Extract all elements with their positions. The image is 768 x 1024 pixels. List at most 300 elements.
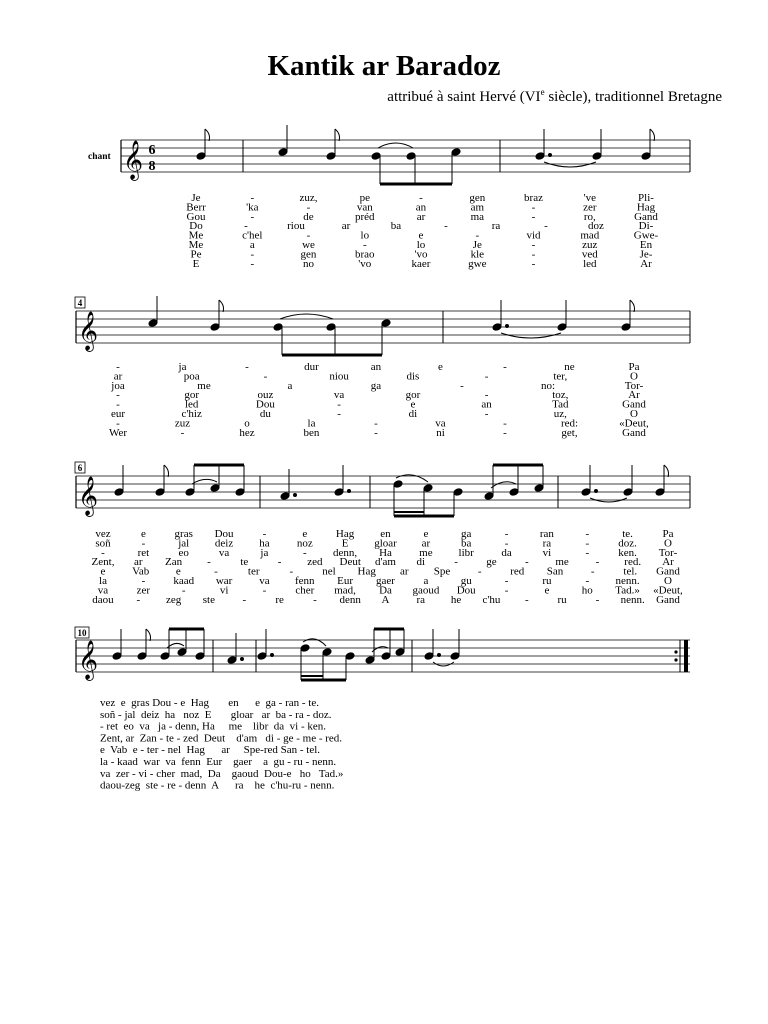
lyric-syllable: no: bbox=[540, 379, 556, 392]
lyric-syllable: vez bbox=[95, 528, 111, 540]
lyric-syllable: - bbox=[531, 201, 536, 214]
lyric-syllable: - bbox=[262, 528, 267, 540]
lyric-syllable: denn bbox=[339, 593, 361, 606]
system-3 bbox=[75, 462, 690, 606]
system-2 bbox=[75, 296, 690, 439]
time-sig-denominator: 8 bbox=[148, 159, 156, 174]
lyric-syllable: ge bbox=[486, 556, 497, 569]
lyric-syllable: Dou bbox=[255, 398, 275, 411]
lyric-syllable: zer bbox=[583, 201, 597, 214]
lyric-syllable: A bbox=[381, 593, 390, 606]
lyric-syllable: led bbox=[184, 398, 199, 411]
lyric-line: la - kaad war va fenn Eur gaer a gu - ru - nenn. bbox=[100, 756, 337, 768]
lyric-syllable: mad, bbox=[334, 584, 356, 597]
lyric-syllable: ho bbox=[581, 584, 593, 597]
lyric-syllable: Zan bbox=[165, 556, 183, 569]
lyric-syllable: gwe bbox=[468, 257, 487, 270]
lyric-syllable: c'hiz bbox=[181, 408, 202, 420]
final-barline bbox=[684, 640, 688, 672]
lyric-syllable: a bbox=[423, 575, 429, 587]
lyric-syllable: - bbox=[531, 248, 536, 261]
lyric-syllable: ma bbox=[470, 210, 485, 223]
lyric-syllable: Gwe- bbox=[633, 229, 659, 242]
lyric-syllable: ar bbox=[134, 556, 143, 569]
lyric-syllable: war bbox=[215, 575, 233, 587]
lyric-line: vez e gras Dou - e Hag en e ga - ran - te. bbox=[100, 697, 319, 709]
lyric-syllable: Me bbox=[188, 229, 204, 242]
lyric-syllable: Pli- bbox=[638, 192, 654, 204]
lyric-syllable: ret bbox=[137, 546, 150, 559]
lyric-syllable: - bbox=[444, 220, 448, 233]
lyric-syllable: ste bbox=[202, 593, 216, 606]
lyric-syllable: Gand bbox=[622, 426, 646, 439]
lyric-syllable: «Deut, bbox=[653, 584, 683, 597]
lyric-syllable: ar bbox=[113, 370, 123, 383]
lyric-syllable: Je bbox=[191, 192, 201, 204]
lyric-syllable: ter, bbox=[553, 370, 568, 383]
lyric-syllable: brao bbox=[355, 248, 375, 261]
lyric-syllable: - bbox=[337, 408, 341, 420]
lyric-syllable: gor bbox=[184, 389, 200, 402]
lyric-syllable: ni bbox=[436, 426, 445, 439]
lyric-syllable: jal bbox=[178, 537, 190, 550]
lyric-syllable: riou bbox=[287, 220, 305, 233]
lyric-syllable: ha bbox=[259, 537, 270, 550]
treble-clef-icon: 𝄞 bbox=[78, 640, 99, 680]
lyric-syllable: e bbox=[544, 584, 550, 597]
lyric-line: va zer - vi - cher mad, Da gaoud Dou-e ho Tad.» bbox=[100, 767, 344, 780]
lyric-syllable: Berr bbox=[186, 201, 206, 214]
lyric-syllable: - bbox=[585, 537, 590, 550]
lyric-syllable: - bbox=[263, 370, 268, 383]
lyric-syllable: - bbox=[475, 229, 480, 242]
lyric-syllable: - bbox=[531, 210, 536, 223]
lyric-syllable: - bbox=[504, 575, 509, 587]
lyric-syllable: - bbox=[180, 426, 185, 439]
repeat-dot bbox=[674, 658, 677, 661]
lyric-syllable: led bbox=[583, 257, 597, 270]
lyric-syllable: me bbox=[555, 556, 569, 569]
lyric-syllable: zed bbox=[307, 556, 323, 569]
lyric-syllable: e bbox=[438, 361, 443, 373]
lyric-syllable: Gand bbox=[656, 565, 680, 578]
lyric-syllable: d'am bbox=[375, 556, 396, 569]
lyric-syllable: lo bbox=[360, 229, 370, 242]
lyric-syllable: ja bbox=[260, 546, 269, 559]
lyric-syllable: - bbox=[277, 556, 282, 569]
lyric-syllable: ne bbox=[564, 361, 575, 373]
lyric-syllable: fenn bbox=[295, 575, 315, 587]
piece-title: Kantik ar Baradoz bbox=[267, 50, 501, 82]
lyric-syllable: dur bbox=[304, 361, 319, 373]
lyrics-block bbox=[109, 361, 649, 439]
lyric-syllable: ga bbox=[370, 379, 382, 392]
lyric-syllable: - bbox=[250, 210, 255, 223]
lyric-syllable: red bbox=[510, 565, 525, 578]
lyrics-block bbox=[186, 192, 658, 270]
lyric-syllable: - bbox=[141, 537, 146, 550]
lyric-syllable: pe bbox=[359, 192, 370, 204]
lyric-syllable: E bbox=[341, 537, 349, 550]
lyric-syllable: toz, bbox=[552, 389, 569, 402]
lyric-syllable: me bbox=[197, 379, 211, 392]
subtitle-main: attribué à saint Hervé (VI bbox=[387, 89, 541, 105]
lyric-syllable: - bbox=[531, 239, 536, 251]
lyric-syllable: Pe bbox=[190, 248, 202, 261]
lyric-syllable: Do bbox=[189, 220, 203, 233]
lyric-syllable: Dou bbox=[456, 584, 476, 597]
lyric-syllable: niou bbox=[329, 370, 349, 383]
lyric-syllable: ja bbox=[178, 361, 187, 373]
lyric-syllable: ru bbox=[542, 575, 552, 587]
lyric-syllable: e bbox=[302, 528, 308, 540]
lyric-syllable: 've bbox=[583, 192, 596, 204]
lyric-syllable: Tor- bbox=[658, 546, 678, 559]
lyric-syllable: - bbox=[250, 248, 255, 261]
lyric-syllable: - bbox=[503, 426, 507, 439]
measure-number: 4 bbox=[77, 298, 83, 308]
lyric-syllable: Zent, bbox=[91, 556, 115, 569]
lyric-syllable: Gand bbox=[634, 210, 658, 223]
lyric-syllable: noz bbox=[296, 537, 313, 550]
lyric-syllable: cher bbox=[295, 584, 315, 597]
lyric-syllable: dis bbox=[406, 370, 420, 383]
lyric-syllable: va bbox=[97, 584, 109, 597]
lyric-syllable: eo bbox=[178, 546, 189, 559]
lyric-syllable: get, bbox=[561, 426, 578, 439]
lyric-syllable: ra bbox=[491, 220, 501, 233]
lyric-syllable: Je- bbox=[639, 248, 653, 261]
lyric-syllable: ru bbox=[557, 593, 567, 606]
lyric-syllable: - bbox=[504, 528, 509, 540]
lyric-syllable: an bbox=[415, 201, 427, 214]
staff-lines bbox=[76, 476, 690, 508]
lyric-syllable: e bbox=[410, 398, 416, 411]
lyric-syllable: red. bbox=[624, 556, 642, 569]
lyric-syllable: - bbox=[302, 546, 307, 559]
lyric-syllable: - bbox=[454, 556, 458, 569]
lyric-syllable: gen bbox=[300, 248, 317, 261]
lyric-syllable: zuz bbox=[174, 417, 191, 430]
lyric-syllable: ar bbox=[421, 537, 431, 550]
lyric-syllable: - bbox=[337, 398, 341, 411]
lyric-syllable: nenn. bbox=[615, 575, 640, 587]
lyric-syllable: O bbox=[664, 537, 672, 550]
lyrics-block bbox=[92, 528, 684, 606]
lyric-syllable: - bbox=[250, 257, 255, 270]
lyric-syllable: ar bbox=[416, 210, 426, 223]
lyric-syllable: San bbox=[546, 565, 564, 578]
lyric-syllable: a bbox=[287, 379, 293, 392]
lyrics-block bbox=[100, 697, 343, 792]
lyric-syllable: Deut bbox=[339, 556, 361, 569]
lyric-syllable: - bbox=[207, 556, 211, 569]
treble-clef-icon: 𝄞 bbox=[123, 140, 144, 180]
lyric-syllable: Gou bbox=[186, 210, 206, 223]
lyric-syllable: an bbox=[481, 398, 492, 411]
lyric-syllable: am bbox=[470, 201, 485, 214]
lyric-syllable: - bbox=[524, 593, 529, 606]
lyric-syllable: re bbox=[275, 593, 284, 606]
subtitle-superscript: e bbox=[540, 87, 545, 97]
lyric-syllable: te bbox=[240, 556, 249, 569]
lyric-syllable: - bbox=[595, 593, 600, 606]
lyric-syllable: da bbox=[501, 546, 512, 559]
lyric-syllable: lo bbox=[416, 239, 426, 251]
subtitle-tail: siècle), traditionnel Bretagne bbox=[544, 89, 722, 105]
lyric-syllable: zuz, bbox=[299, 192, 318, 204]
lyric-syllable: - bbox=[460, 379, 464, 392]
lyric-syllable: zer bbox=[136, 584, 151, 597]
lyric-syllable: préd bbox=[355, 210, 375, 223]
lyric-syllable: me bbox=[419, 546, 433, 559]
lyric-syllable: soñ bbox=[95, 537, 111, 550]
lyric-syllable: En bbox=[639, 239, 653, 251]
lyric-syllable: denn, bbox=[333, 546, 358, 559]
lyric-syllable: - bbox=[503, 417, 507, 430]
lyric-syllable: te. bbox=[622, 528, 633, 540]
lyric-line: daou-zeg ste - re - denn A ra he c'hu-ru - nenn. bbox=[100, 779, 335, 792]
lyric-syllable: Tad.» bbox=[615, 584, 640, 597]
lyric-syllable: uz, bbox=[553, 408, 567, 420]
lyric-syllable: ouz bbox=[257, 389, 274, 402]
lyric-syllable: gen bbox=[469, 192, 486, 204]
lyric-syllable: - bbox=[504, 537, 509, 550]
lyric-syllable: braz bbox=[524, 192, 543, 204]
lyric-syllable: O bbox=[664, 575, 672, 587]
lyric-syllable: ba bbox=[390, 220, 402, 233]
lyric-syllable: 'ka bbox=[246, 201, 259, 214]
lyric-syllable: Gand bbox=[622, 398, 646, 411]
lyric-syllable: Hag bbox=[636, 201, 656, 214]
lyric-syllable: - bbox=[262, 584, 267, 597]
lyric-syllable: Ha bbox=[379, 546, 392, 559]
lyric-syllable: di bbox=[408, 408, 418, 420]
lyric-syllable: nel bbox=[322, 565, 336, 578]
lyric-syllable: ved bbox=[581, 248, 598, 261]
lyric-syllable: ga bbox=[461, 528, 472, 540]
lyric-syllable: Eur bbox=[337, 575, 354, 587]
lyric-syllable: ba bbox=[461, 537, 472, 550]
lyric-syllable: - bbox=[101, 546, 105, 559]
lyric-syllable: - bbox=[250, 192, 255, 204]
lyric-syllable: - bbox=[116, 389, 120, 402]
lyric-syllable: la bbox=[307, 417, 316, 430]
lyric-syllable: - bbox=[214, 565, 218, 578]
lyric-syllable: - bbox=[590, 565, 595, 578]
lyric-syllable: va bbox=[218, 546, 230, 559]
lyric-syllable: c'hu bbox=[482, 593, 501, 606]
lyric-syllable: Je bbox=[472, 239, 482, 251]
lyric-syllable: - bbox=[313, 593, 317, 606]
lyric-syllable: - bbox=[477, 565, 482, 578]
lyric-syllable: gu bbox=[460, 575, 472, 587]
lyric-syllable: Ar bbox=[640, 257, 652, 270]
lyric-syllable: mad bbox=[580, 229, 600, 242]
lyric-syllable: vi bbox=[219, 584, 229, 597]
lyric-line: Zent, ar Zan - te - zed Deut d'am di - ge - me - red. bbox=[100, 732, 343, 745]
lyric-syllable: Hag bbox=[335, 528, 355, 540]
lyric-syllable: kaer bbox=[411, 257, 431, 270]
lyric-syllable: ro, bbox=[583, 210, 596, 223]
lyric-syllable: gor bbox=[405, 389, 421, 402]
lyric-syllable: - bbox=[136, 593, 141, 606]
lyric-syllable: - bbox=[306, 229, 311, 242]
lyric-syllable: Me bbox=[188, 239, 204, 251]
lyric-syllable: eur bbox=[110, 408, 126, 420]
lyric-syllable: e bbox=[418, 229, 424, 242]
lyric-syllable: di bbox=[416, 556, 426, 569]
lyric-syllable: gras bbox=[174, 528, 193, 540]
lyric-syllable: 'vo bbox=[358, 257, 372, 270]
lyric-syllable: - bbox=[419, 192, 423, 204]
lyric-syllable: - bbox=[141, 575, 146, 587]
lyric-syllable: c'hel bbox=[242, 229, 263, 242]
lyric-syllable: libr bbox=[458, 546, 474, 559]
lyric-syllable: doz. bbox=[618, 537, 637, 550]
lyric-syllable: kaad bbox=[173, 575, 195, 587]
lyric-syllable: ra bbox=[542, 537, 552, 550]
lyric-syllable: o bbox=[244, 417, 250, 430]
lyric-syllable: daou bbox=[92, 593, 114, 606]
system-4 bbox=[75, 627, 690, 792]
measure-number: 10 bbox=[77, 628, 87, 638]
lyric-syllable: Wer bbox=[108, 426, 128, 439]
lyric-syllable: - bbox=[244, 220, 248, 233]
lyric-syllable: va bbox=[333, 389, 345, 402]
lyric-syllable: ar bbox=[341, 220, 351, 233]
system-1 bbox=[88, 125, 690, 270]
lyric-syllable: - bbox=[544, 220, 548, 233]
time-signature bbox=[149, 143, 156, 174]
lyric-syllable: - bbox=[531, 257, 536, 270]
lyric-syllable: - bbox=[289, 565, 294, 578]
lyric-syllable: a bbox=[249, 239, 255, 251]
lyric-syllable: doz bbox=[588, 220, 604, 233]
lyric-syllable: gloar bbox=[374, 537, 397, 550]
lyric-syllable: hez bbox=[239, 426, 255, 439]
lyric-syllable: ar bbox=[400, 565, 409, 578]
lyric-syllable: O bbox=[630, 370, 638, 383]
lyric-syllable: va bbox=[435, 417, 446, 430]
lyric-syllable: en bbox=[380, 528, 391, 540]
lyric-syllable: - bbox=[484, 370, 489, 383]
lyric-syllable: gaer bbox=[376, 575, 395, 587]
lyric-syllable: - bbox=[116, 417, 120, 430]
measure-number: 6 bbox=[77, 463, 83, 473]
lyric-syllable: ben bbox=[303, 426, 320, 439]
lyric-syllable: Pa bbox=[662, 528, 674, 540]
lyric-syllable: - bbox=[504, 584, 509, 597]
lyric-syllable: e bbox=[100, 565, 106, 578]
lyric-syllable: - bbox=[374, 417, 378, 430]
lyric-syllable: he bbox=[450, 593, 462, 606]
lyric-syllable: va bbox=[259, 575, 270, 587]
lyric-syllable: - bbox=[362, 239, 367, 251]
lyric-line: e Vab e - ter - nel Hag ar Spe-red San - tel. bbox=[100, 744, 321, 757]
lyric-syllable: - bbox=[503, 361, 507, 373]
lyric-syllable: Pa bbox=[628, 361, 640, 373]
lyric-line: - ret eo va ja - denn, Ha me libr da vi - ken. bbox=[100, 720, 327, 733]
lyric-syllable: de bbox=[303, 210, 314, 223]
lyric-syllable: - bbox=[484, 389, 489, 402]
lyric-syllable: Ar bbox=[628, 389, 640, 402]
lyric-syllable: Dou bbox=[214, 528, 234, 540]
treble-clef-icon: 𝄞 bbox=[78, 476, 99, 516]
lyric-syllable: - bbox=[524, 556, 529, 569]
notes bbox=[148, 296, 634, 355]
lyric-syllable: - bbox=[306, 201, 311, 214]
lyric-syllable: E bbox=[192, 257, 200, 270]
lyric-syllable: red: bbox=[560, 417, 579, 430]
lyric-syllable: - bbox=[585, 546, 590, 559]
lyric-syllable: Gand bbox=[656, 593, 680, 606]
lyric-syllable: e bbox=[423, 528, 429, 540]
lyric-syllable: «Deut, bbox=[619, 417, 649, 430]
lyric-line: soñ - jal deiz ha noz E gloar ar ba - ra - doz. bbox=[100, 708, 332, 721]
lyric-syllable: la bbox=[99, 575, 107, 587]
lyric-syllable: zuz bbox=[582, 239, 598, 251]
lyric-syllable: kle bbox=[470, 248, 485, 261]
lyric-syllable: we bbox=[302, 239, 315, 251]
lyric-syllable: Da bbox=[379, 584, 392, 597]
lyric-syllable: 'vo bbox=[414, 248, 428, 261]
treble-clef-icon: 𝄞 bbox=[78, 311, 99, 351]
lyric-syllable: joa bbox=[111, 379, 125, 392]
lyric-syllable: - bbox=[116, 361, 120, 373]
lyric-syllable: e bbox=[175, 565, 181, 578]
lyric-syllable: - bbox=[585, 575, 590, 587]
lyric-syllable: vi bbox=[542, 546, 552, 559]
staff-lines bbox=[76, 311, 690, 343]
lyric-syllable: - bbox=[242, 593, 247, 606]
lyric-syllable: tel. bbox=[623, 565, 638, 578]
lyric-syllable: vid bbox=[526, 229, 541, 242]
lyric-syllable: Tor- bbox=[624, 379, 644, 392]
lyric-syllable: Spe bbox=[433, 565, 451, 578]
lyric-syllable: Vab bbox=[132, 565, 150, 578]
lyric-syllable: zeg bbox=[165, 593, 182, 606]
lyric-syllable: du bbox=[259, 408, 271, 420]
lyric-syllable: nenn. bbox=[620, 593, 645, 606]
lyric-syllable: Ar bbox=[662, 556, 674, 569]
lyric-syllable: an bbox=[370, 361, 382, 373]
lyric-syllable: - bbox=[484, 408, 489, 420]
lyric-syllable: Hag bbox=[357, 565, 376, 578]
time-sig-numerator: 6 bbox=[148, 143, 156, 158]
lyric-syllable: Tad bbox=[552, 398, 569, 411]
lyric-syllable: - bbox=[595, 556, 600, 569]
notes bbox=[196, 125, 654, 184]
lyric-syllable: - bbox=[181, 584, 186, 597]
lyric-syllable: poa bbox=[183, 370, 200, 383]
lyric-syllable: e bbox=[140, 528, 146, 540]
lyric-syllable: O bbox=[630, 408, 638, 420]
lyric-syllable: ran bbox=[539, 528, 554, 540]
instrument-label: chant bbox=[88, 152, 111, 162]
lyric-syllable: - bbox=[585, 528, 590, 540]
lyric-syllable: ken. bbox=[618, 546, 637, 559]
lyric-syllable: ra bbox=[416, 593, 426, 606]
lyric-syllable: ter bbox=[247, 565, 260, 578]
repeat-dot bbox=[674, 650, 677, 653]
lyric-syllable: van bbox=[356, 201, 373, 214]
lyric-syllable: - bbox=[245, 361, 249, 373]
lyric-syllable: deiz bbox=[214, 537, 234, 550]
lyric-syllable: - bbox=[374, 426, 378, 439]
lyric-syllable: - bbox=[116, 398, 120, 411]
lyric-syllable: Di- bbox=[638, 220, 654, 233]
